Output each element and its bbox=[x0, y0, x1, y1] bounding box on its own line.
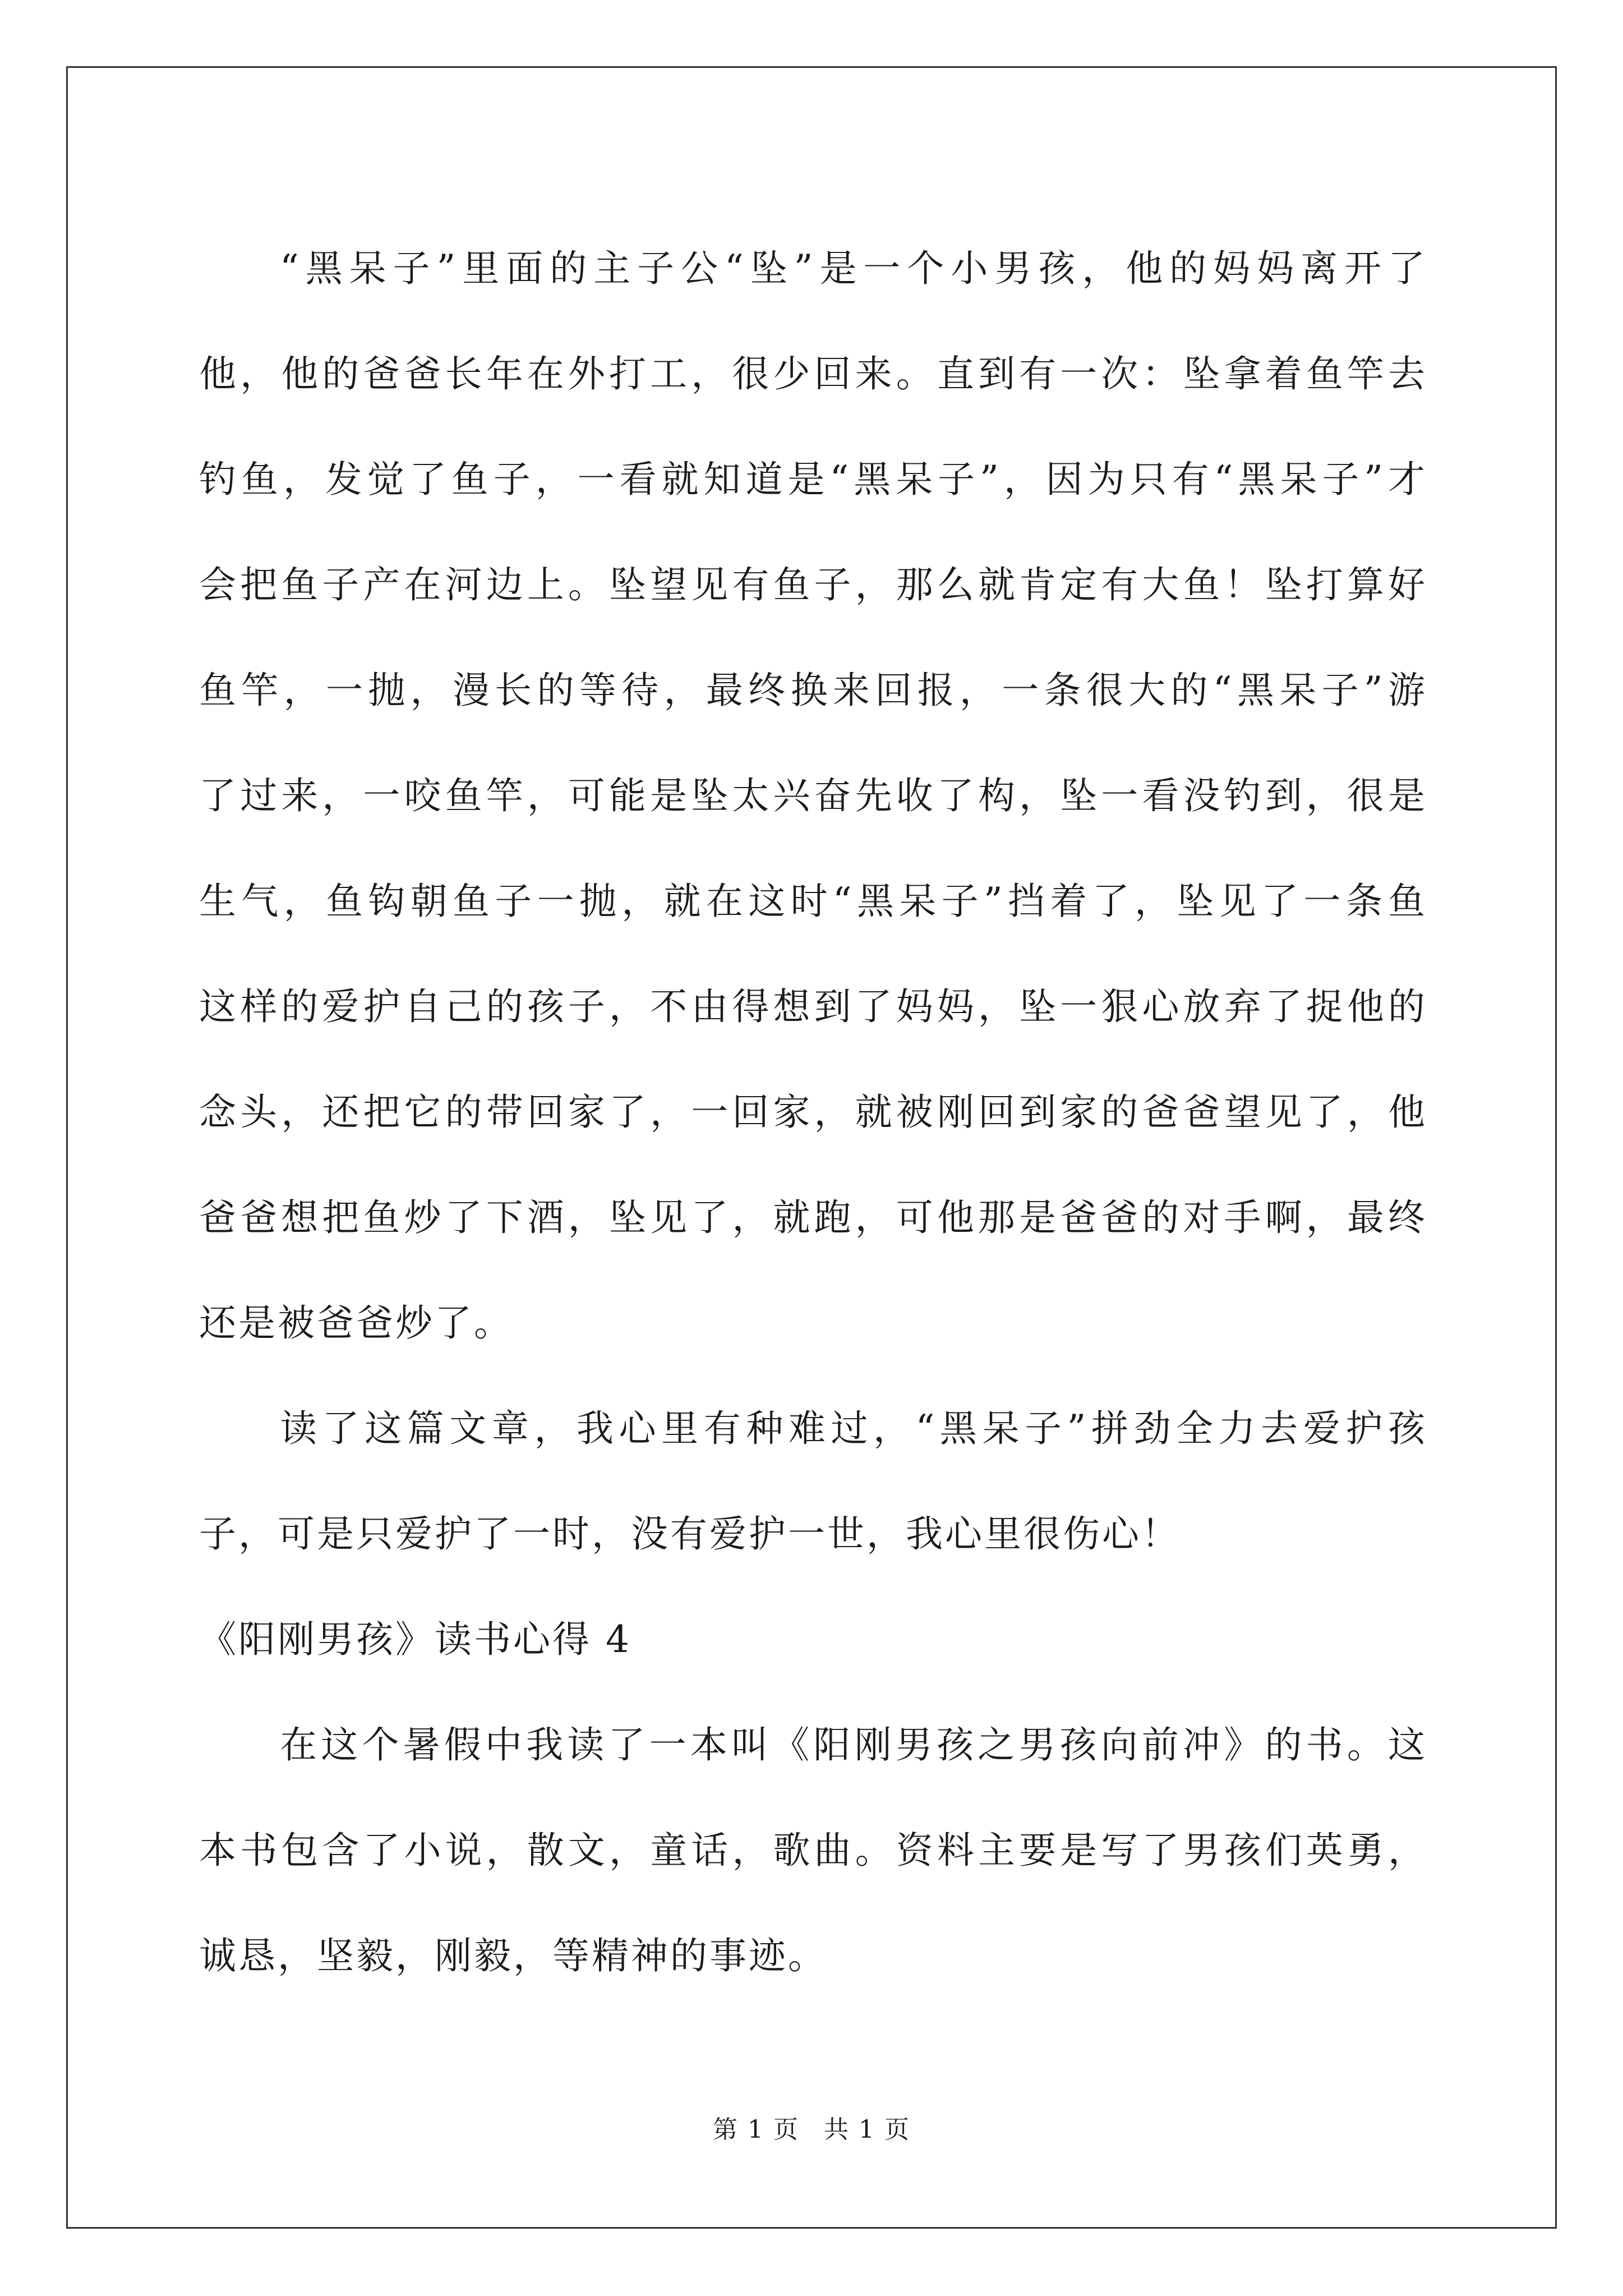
paragraph-line: 钓鱼，发觉了鱼子，一看就知道是“黑呆子”，因为只有“黑呆子”才 bbox=[199, 458, 1427, 501]
paragraph-line: 这样的爱护自己的孩子，不由得想到了妈妈，坠一狠心放弃了捉他的 bbox=[199, 985, 1427, 1028]
paragraph-line: 爸爸想把鱼炒了下酒，坠见了，就跑，可他那是爸爸的对手啊，最终 bbox=[199, 1196, 1427, 1239]
paragraph-line: 他，他的爸爸长年在外打工，很少回来。直到有一次：坠拿着鱼竿去 bbox=[199, 352, 1427, 395]
paragraph-line: 念头，还把它的带回家了，一回家，就被刚回到家的爸爸望见了，他 bbox=[199, 1091, 1427, 1134]
paragraph-line: 了过来，一咬鱼竿，可能是坠太兴奋先收了构，坠一看没钓到，很是 bbox=[199, 774, 1427, 817]
section-heading: 《阳刚男孩》读书心得 4 bbox=[199, 1618, 631, 1661]
paragraph-line: 诚恳，坚毅，刚毅，等精神的事迹。 bbox=[199, 1934, 827, 1977]
paragraph-line: 本书包含了小说，散文，童话，歌曲。资料主要是写了男孩们英勇， bbox=[199, 1829, 1427, 1872]
page-number: 第 1 页 bbox=[713, 2115, 799, 2144]
paragraph-line: 还是被爸爸炒了。 bbox=[199, 1301, 513, 1345]
page-total: 共 1 页 bbox=[824, 2115, 910, 2144]
paragraph-line: 读了这篇文章，我心里有种难过，“黑呆子”拼劲全力去爱护孩 bbox=[280, 1407, 1427, 1450]
page-footer bbox=[0, 2109, 1623, 2145]
paragraph-line: 会把鱼子产在河边上。坠望见有鱼子，那么就肯定有大鱼！坠打算好 bbox=[199, 563, 1427, 606]
paragraph-line: 生气，鱼钩朝鱼子一抛，就在这时“黑呆子”挡着了，坠见了一条鱼 bbox=[199, 880, 1427, 923]
paragraph-line: 子，可是只爱护了一时，没有爱护一世，我心里很伤心！ bbox=[199, 1512, 1181, 1556]
paragraph-line: “黑呆子”里面的主子公“坠”是一个小男孩，他的妈妈离开了 bbox=[280, 247, 1427, 290]
paragraph-line: 鱼竿，一抛，漫长的等待，最终换来回报，一条很大的“黑呆子”游 bbox=[199, 669, 1427, 712]
document-body bbox=[199, 216, 1427, 2009]
paragraph-line: 在这个暑假中我读了一本叫《阳刚男孩之男孩向前冲》的书。这 bbox=[280, 1723, 1427, 1766]
